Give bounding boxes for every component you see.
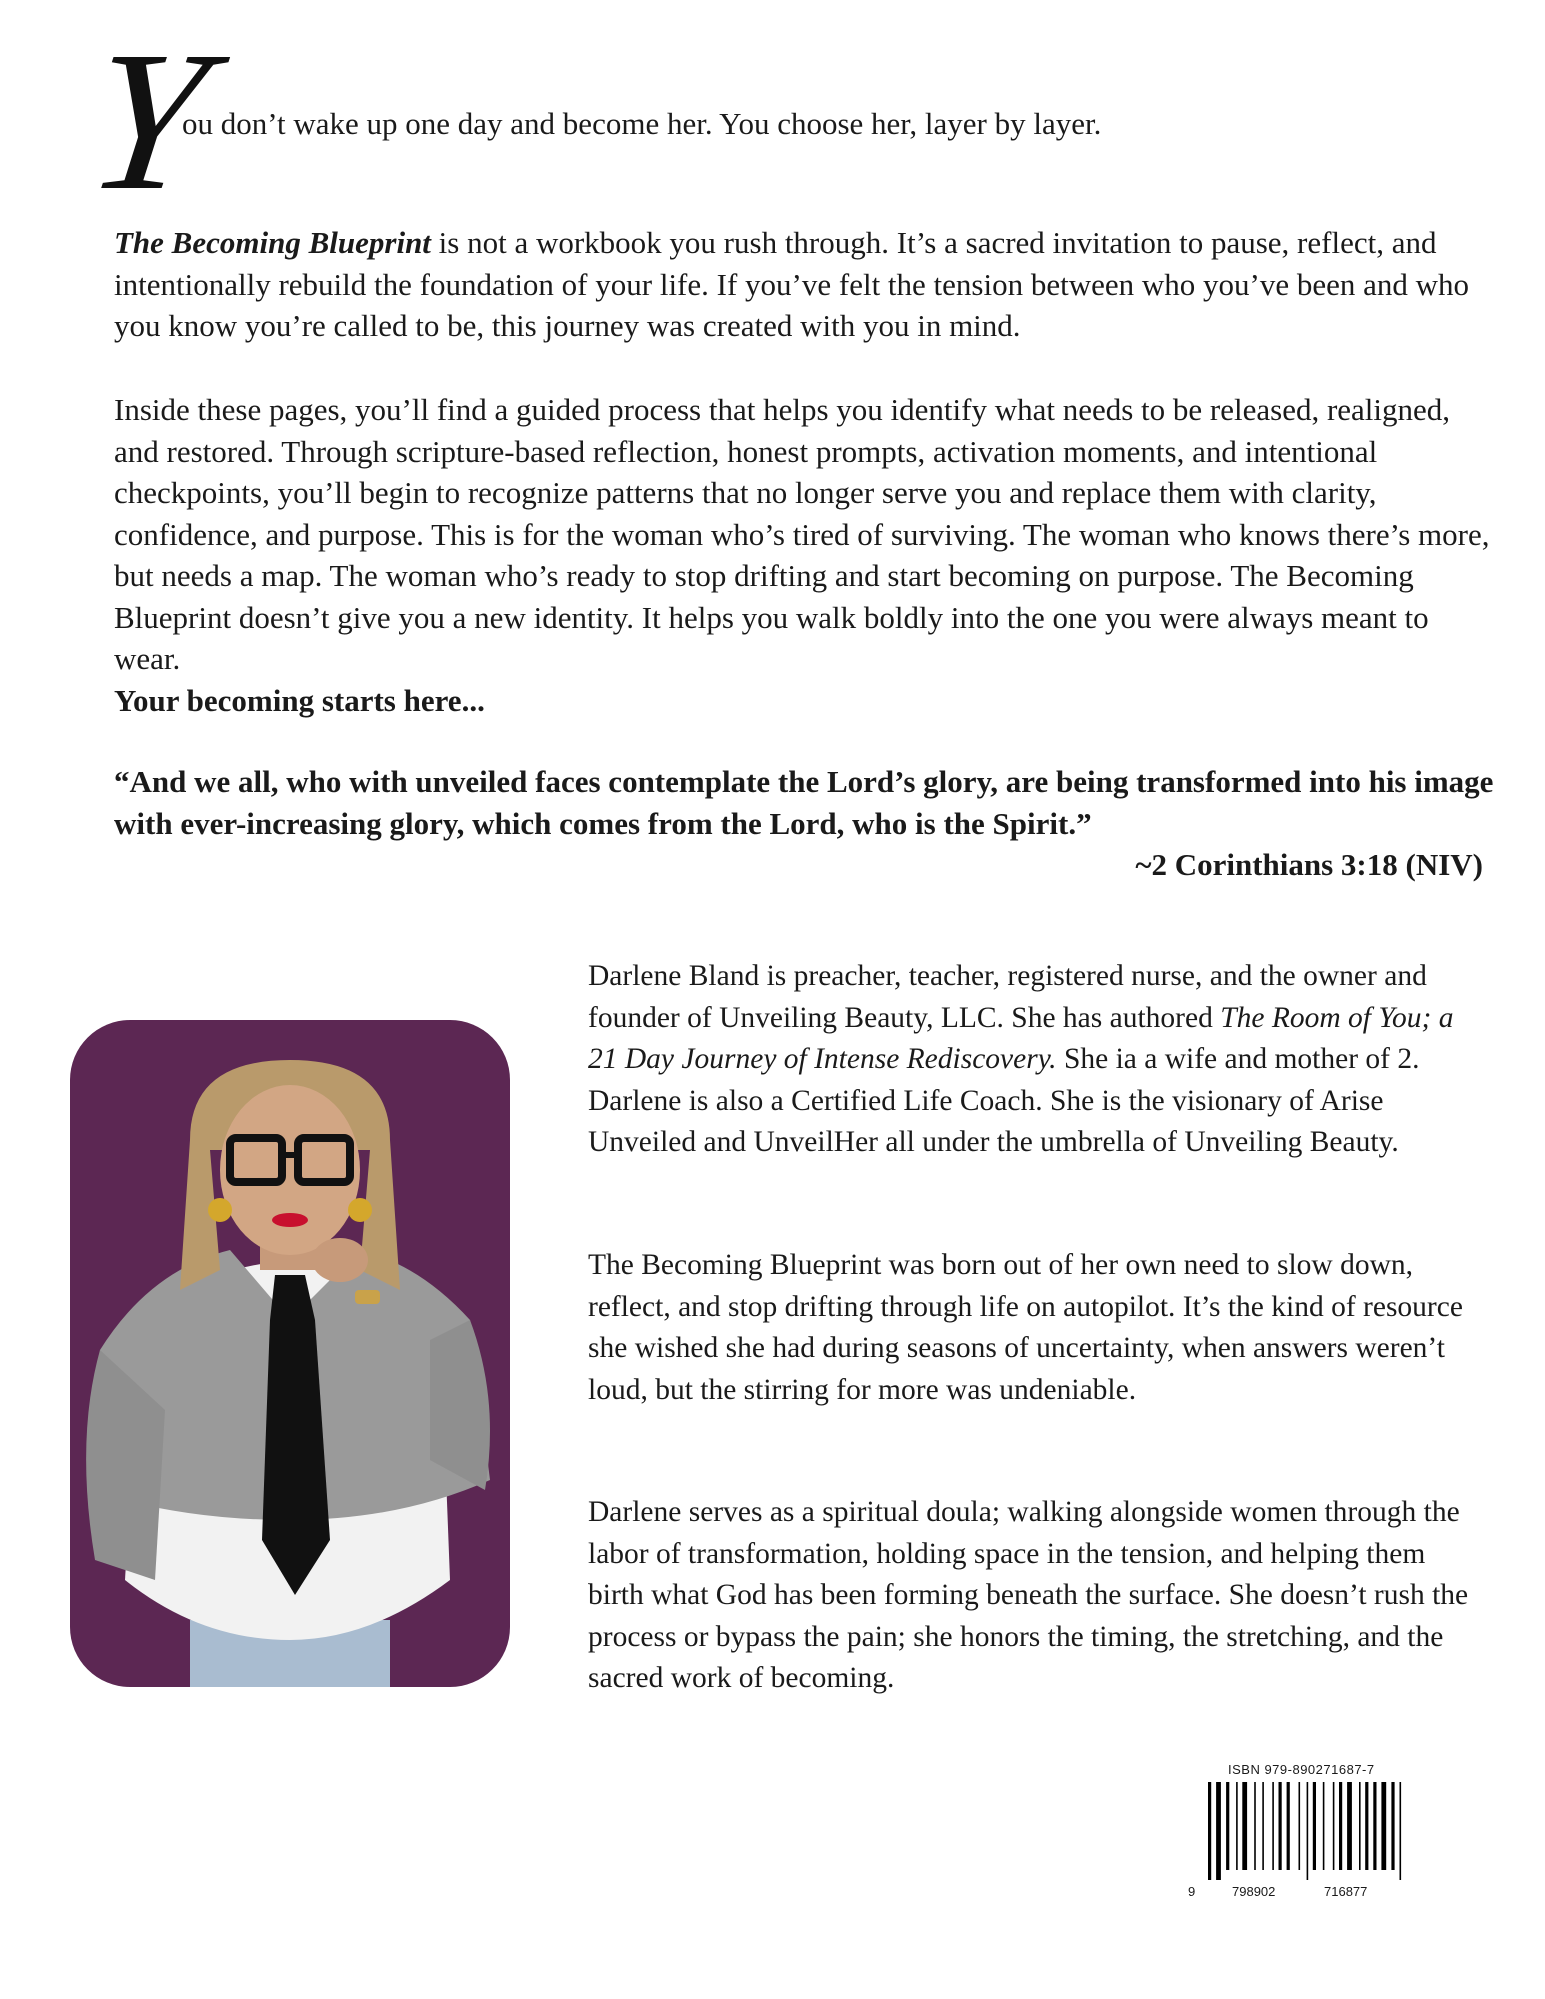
barcode-bar xyxy=(1307,1782,1309,1880)
barcode-bar xyxy=(1347,1782,1352,1870)
earring-left xyxy=(208,1198,232,1222)
barcode-bar xyxy=(1339,1782,1342,1870)
barcode-bar xyxy=(1272,1782,1274,1870)
watch-shape xyxy=(355,1290,380,1304)
bio-text-continued: She ia a wife and mother of 2. Darlene is also a Certified Life Coach. She is the visionary of Arise Unveiled and UnveilHer all under the umbrella of Unveiling Beauty. xyxy=(588,1043,1420,1158)
barcode-bar xyxy=(1373,1782,1376,1870)
opening-line: ou don’t wake up one day and become her. You choose her, layer by layer. xyxy=(182,106,1102,141)
barcode-bar xyxy=(1323,1782,1325,1870)
barcode-bar xyxy=(1208,1782,1211,1880)
authored-book-title: The Room of You; a 21 Day Journey of Intense Rediscovery. xyxy=(588,1001,1454,1075)
intro-paragraph xyxy=(114,222,1494,347)
barcode-bar xyxy=(1381,1782,1386,1870)
author-portrait-illustration xyxy=(70,1020,510,1687)
closing-line: Your becoming starts here... xyxy=(114,682,485,718)
author-photo xyxy=(70,1020,510,1687)
hand-shape xyxy=(312,1238,368,1282)
barcode-bar xyxy=(1391,1782,1394,1870)
barcode-bar xyxy=(1236,1782,1238,1870)
intro-body: is not a workbook you rush through. It’s a sacred invitation to pause, reflect, and intentionally rebuild the foundation of your life. If you’ve felt the tension between who you’ve been and who you know you’re called to be, this journey was created with you in mind. xyxy=(114,225,1470,343)
barcode-bars xyxy=(1204,1782,1424,1882)
barcode-bar xyxy=(1262,1782,1264,1870)
drop-cap-letter: Y xyxy=(76,11,219,232)
scripture-reference: ~2 Corinthians 3:18 (NIV) xyxy=(1135,847,1483,882)
barcode-bar xyxy=(1365,1782,1368,1870)
barcode-bar xyxy=(1216,1782,1221,1880)
author-bio-paragraph-3: Darlene serves as a spiritual doula; walking alongside women through the labor of transformation, holding space in the tension, and helping them birth what God has been forming beneath the surface. She doesn’t rush the process or bypass the pain; she honors the timing, the stretching, and the sacred work of becoming. xyxy=(588,1496,1469,1694)
inside-paragraph xyxy=(114,389,1494,721)
isbn-barcode xyxy=(1184,1762,1444,1902)
barcode-bar xyxy=(1299,1782,1301,1870)
barcode-bar xyxy=(1226,1782,1229,1870)
barcode-bar xyxy=(1287,1782,1290,1870)
barcode-bar xyxy=(1400,1782,1402,1880)
barcode-bar xyxy=(1279,1782,1282,1870)
right-sleeve-shape xyxy=(430,1320,490,1490)
barcode-bar xyxy=(1359,1782,1361,1870)
earring-right xyxy=(348,1198,372,1222)
author-bio-paragraph-1 xyxy=(588,956,1488,1164)
barcode-bar xyxy=(1242,1782,1247,1870)
author-bio-paragraph-2: The Becoming Blueprint was born out of her own need to slow down, reflect, and stop drifting through life on autopilot. It’s the kind of resource she wished she had during seasons of uncertainty, when answers weren’t loud, but the stirring for more was undeniable. xyxy=(588,1249,1463,1406)
isbn-label: ISBN 979-890271687-7 xyxy=(1228,1762,1375,1777)
isbn-digits-left: 798902 xyxy=(1232,1884,1276,1899)
barcode-bar xyxy=(1313,1782,1316,1870)
barcode-bar xyxy=(1254,1782,1256,1870)
lips-shape xyxy=(272,1213,308,1227)
face-shape xyxy=(220,1085,360,1255)
barcode-bar xyxy=(1333,1782,1335,1870)
inside-body: Inside these pages, you’ll find a guided process that helps you identify what needs to be released, realigned, and restored. Through scripture-based reflection, honest prompts, activation moments, and intentional checkpoints, you’ll begin to recognize patterns that no longer serve you and replace them with clarity, confidence, and purpose. This is for the woman who’s tired of surviving. The woman who knows there’s more, but needs a map. The woman who’s ready to stop drifting and start becoming on purpose. The Becoming Blueprint doesn’t give you a new identity. It helps you walk boldly into the one you were always meant to wear. xyxy=(114,392,1490,676)
bio-text: Darlene Bland is preacher, teacher, registered nurse, and the owner and founder of Unveiling Beauty, LLC. She has authored xyxy=(588,960,1427,1034)
isbn-lead-digit: 9 xyxy=(1188,1884,1196,1899)
book-title: The Becoming Blueprint xyxy=(114,225,431,260)
scripture-quote: “And we all, who with unveiled faces contemplate the Lord’s glory, are being transformed into his image with ever-increasing glory, which comes from the Lord, who is the Spirit.” xyxy=(114,764,1494,841)
isbn-digits-right: 716877 xyxy=(1324,1884,1368,1899)
